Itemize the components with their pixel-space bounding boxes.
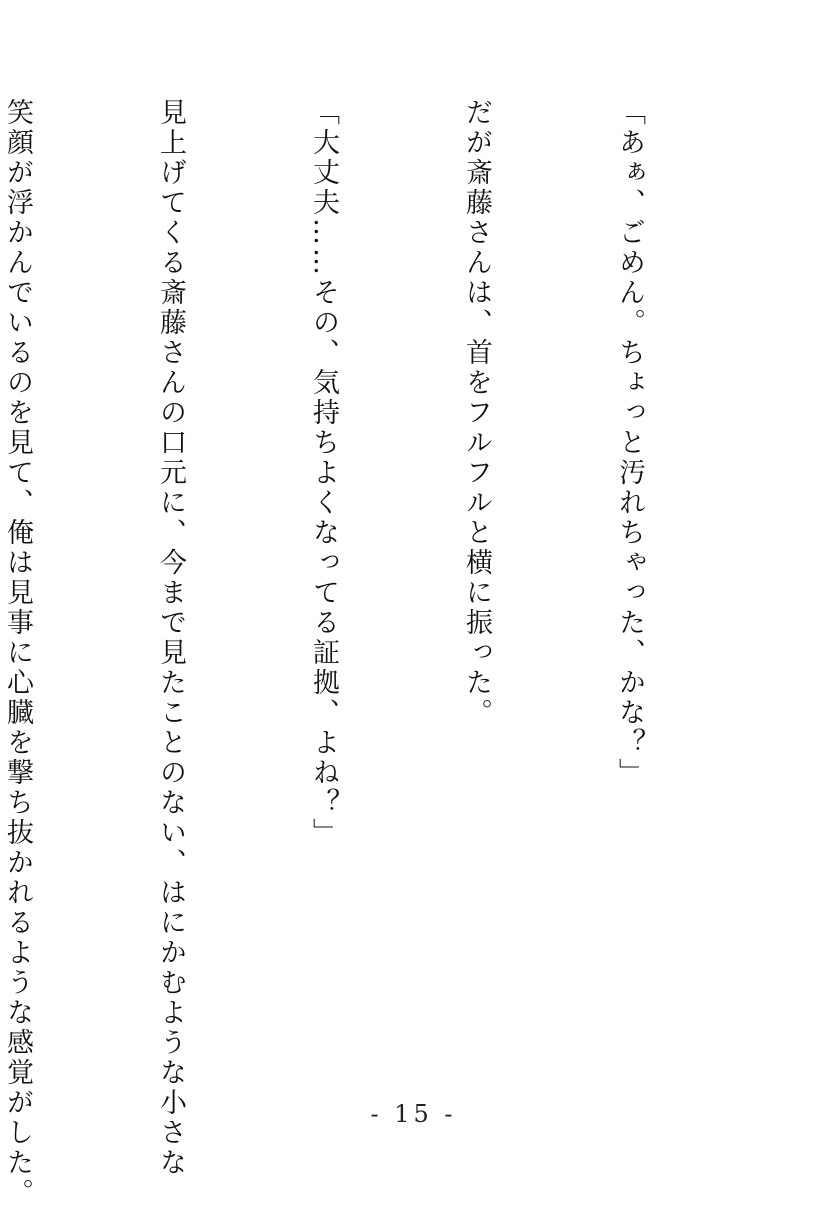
text-line: 笑顔が浮かんでいるのを見て、俺は見事に心臓を撃ち抜かれるような感覚がした。 [2, 98, 33, 1208]
text-line: 見上げてくる斎藤さんの口元に、今まで見たことのない、はにかむような小さな [155, 98, 186, 1178]
text-line: 「大丈夫……その、気持ちよくなってる証拠、よね？」 [308, 98, 339, 848]
text-line: 「あぁ、ごめん。ちょっと汚れちゃった、かな？」 [614, 98, 645, 788]
text-line: だが斎藤さんは、首をフルフルと横に振った。 [461, 98, 492, 728]
page-number: - 15 - [370, 1100, 457, 1128]
